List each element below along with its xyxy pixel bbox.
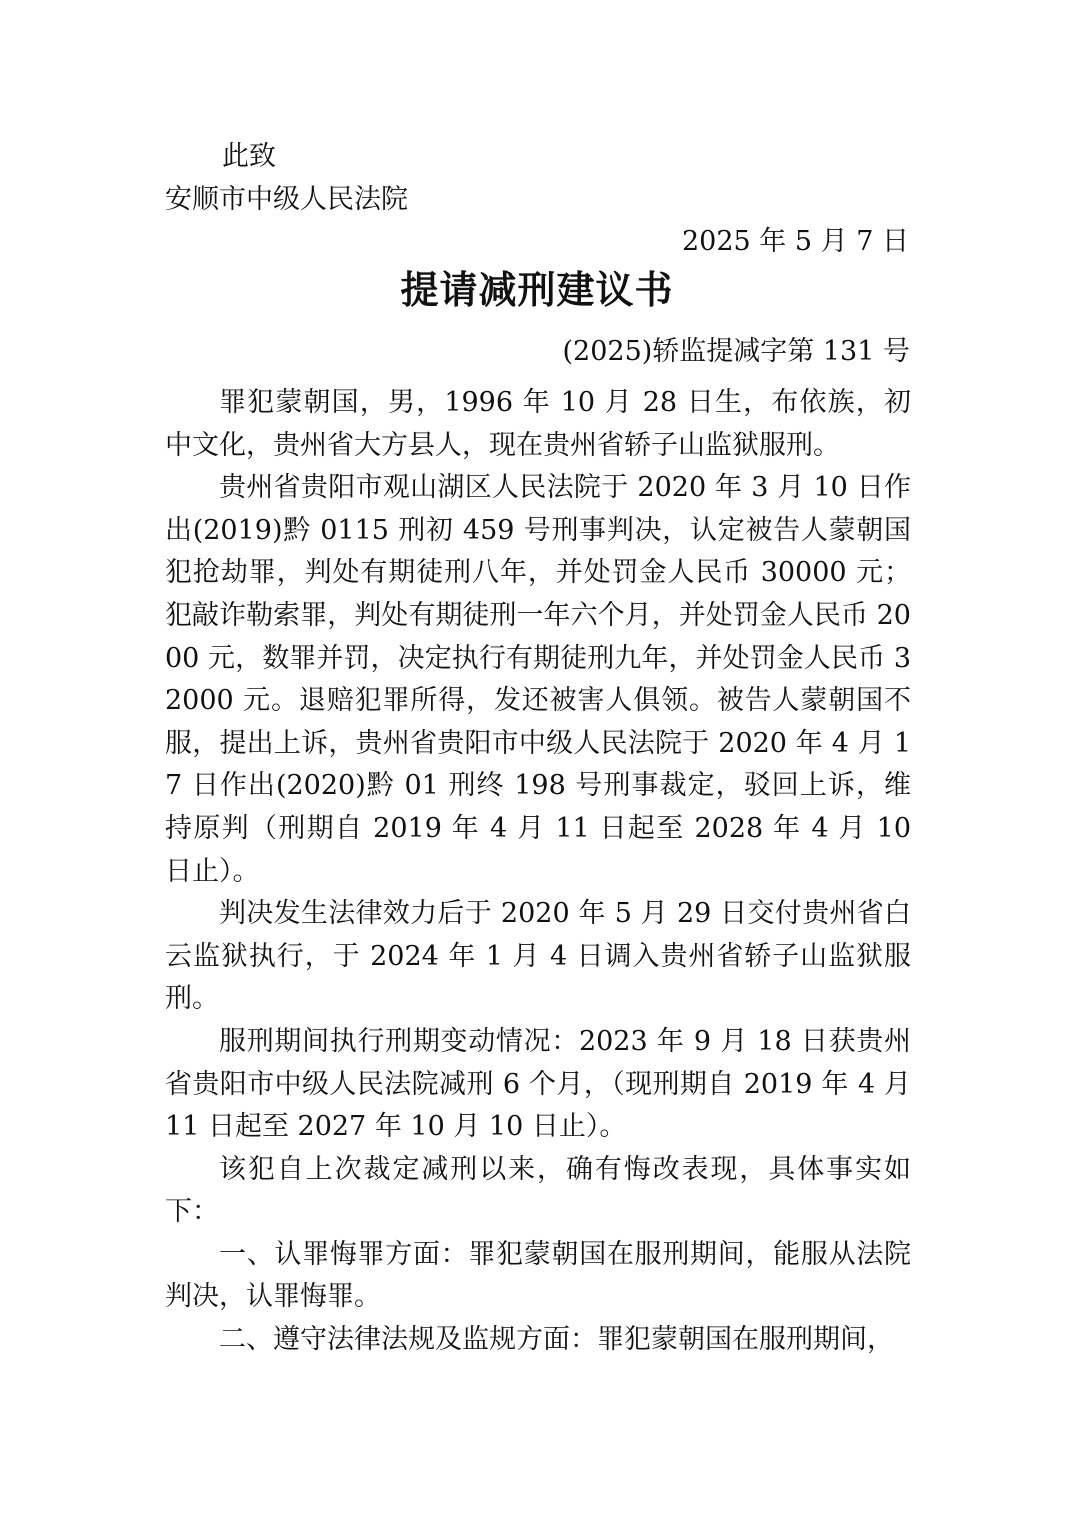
- paragraph-law-compliance: 二、遵守法律法规及监规方面：罪犯蒙朝国在服刑期间，: [219, 1324, 894, 1356]
- paragraph-execution: 判决发生法律效力后于 2020 年 5 月 29 日交付贵州省白云监狱执行，于 2024 年 1 月 4 日调入贵州省轿子山监狱服刑。: [165, 898, 911, 1015]
- document-body: [165, 382, 911, 1362]
- paragraph-judgment: 贵州省贵阳市观山湖区人民法院于 2020 年 3 月 10 日作出(2019)黔 0115 刑初 459 号刑事判决，认定被告人蒙朝国犯抢劫罪，判处有期徒刑八年，并处罚金人民币 30000 元；犯敲诈勒索罪，判处有期徒刑一年六个月，并处罚金人民币 2000 元，数罪并罚，决定执行有期徒刑九年，并处罚金人民币 32000 元。退赔犯罪所得，发还被害人俱领。被告人蒙朝国不服，提出上诉，贵州省贵阳市中级人民法院于 2020 年 4 月 17 日作出(2020)黔 01 刑终 198 号刑事裁定，驳回上诉，维持原判（刑期自 2019 年 4 月 11 日起至 2028 年 4 月 10 日止）。: [165, 472, 911, 887]
- paragraph-sentence-changes: 服刑期间执行刑期变动情况：2023 年 9 月 18 日获贵州省贵阳市中级人民法院减刑 6 个月，（现刑期自 2019 年 4 月 11 日起至 2027 年 10 月 10 日止）。: [165, 1025, 911, 1143]
- paragraph-admission-of-guilt: 一、认罪悔罪方面：罪犯蒙朝国在服刑期间，能服从法院判决，认罪悔罪。: [165, 1238, 911, 1313]
- closing-date: 2025 年 5 月 7 日: [682, 226, 909, 257]
- paragraph-repentance-intro: 该犯自上次裁定减刑以来，确有悔改表现，具体事实如下：: [165, 1153, 911, 1228]
- paragraph-prisoner-info: 罪犯蒙朝国，男，1996 年 10 月 28 日生，布依族，初中文化，贵州省大方县人，现在贵州省轿子山监狱服刑。: [165, 387, 911, 461]
- closing-salutation: 此致: [222, 141, 276, 172]
- document-number: (2025)轿监提减字第 131 号: [562, 336, 910, 367]
- closing-recipient: 安顺市中级人民法院: [165, 184, 408, 215]
- document-title: 提请减刑建议书: [400, 267, 674, 312]
